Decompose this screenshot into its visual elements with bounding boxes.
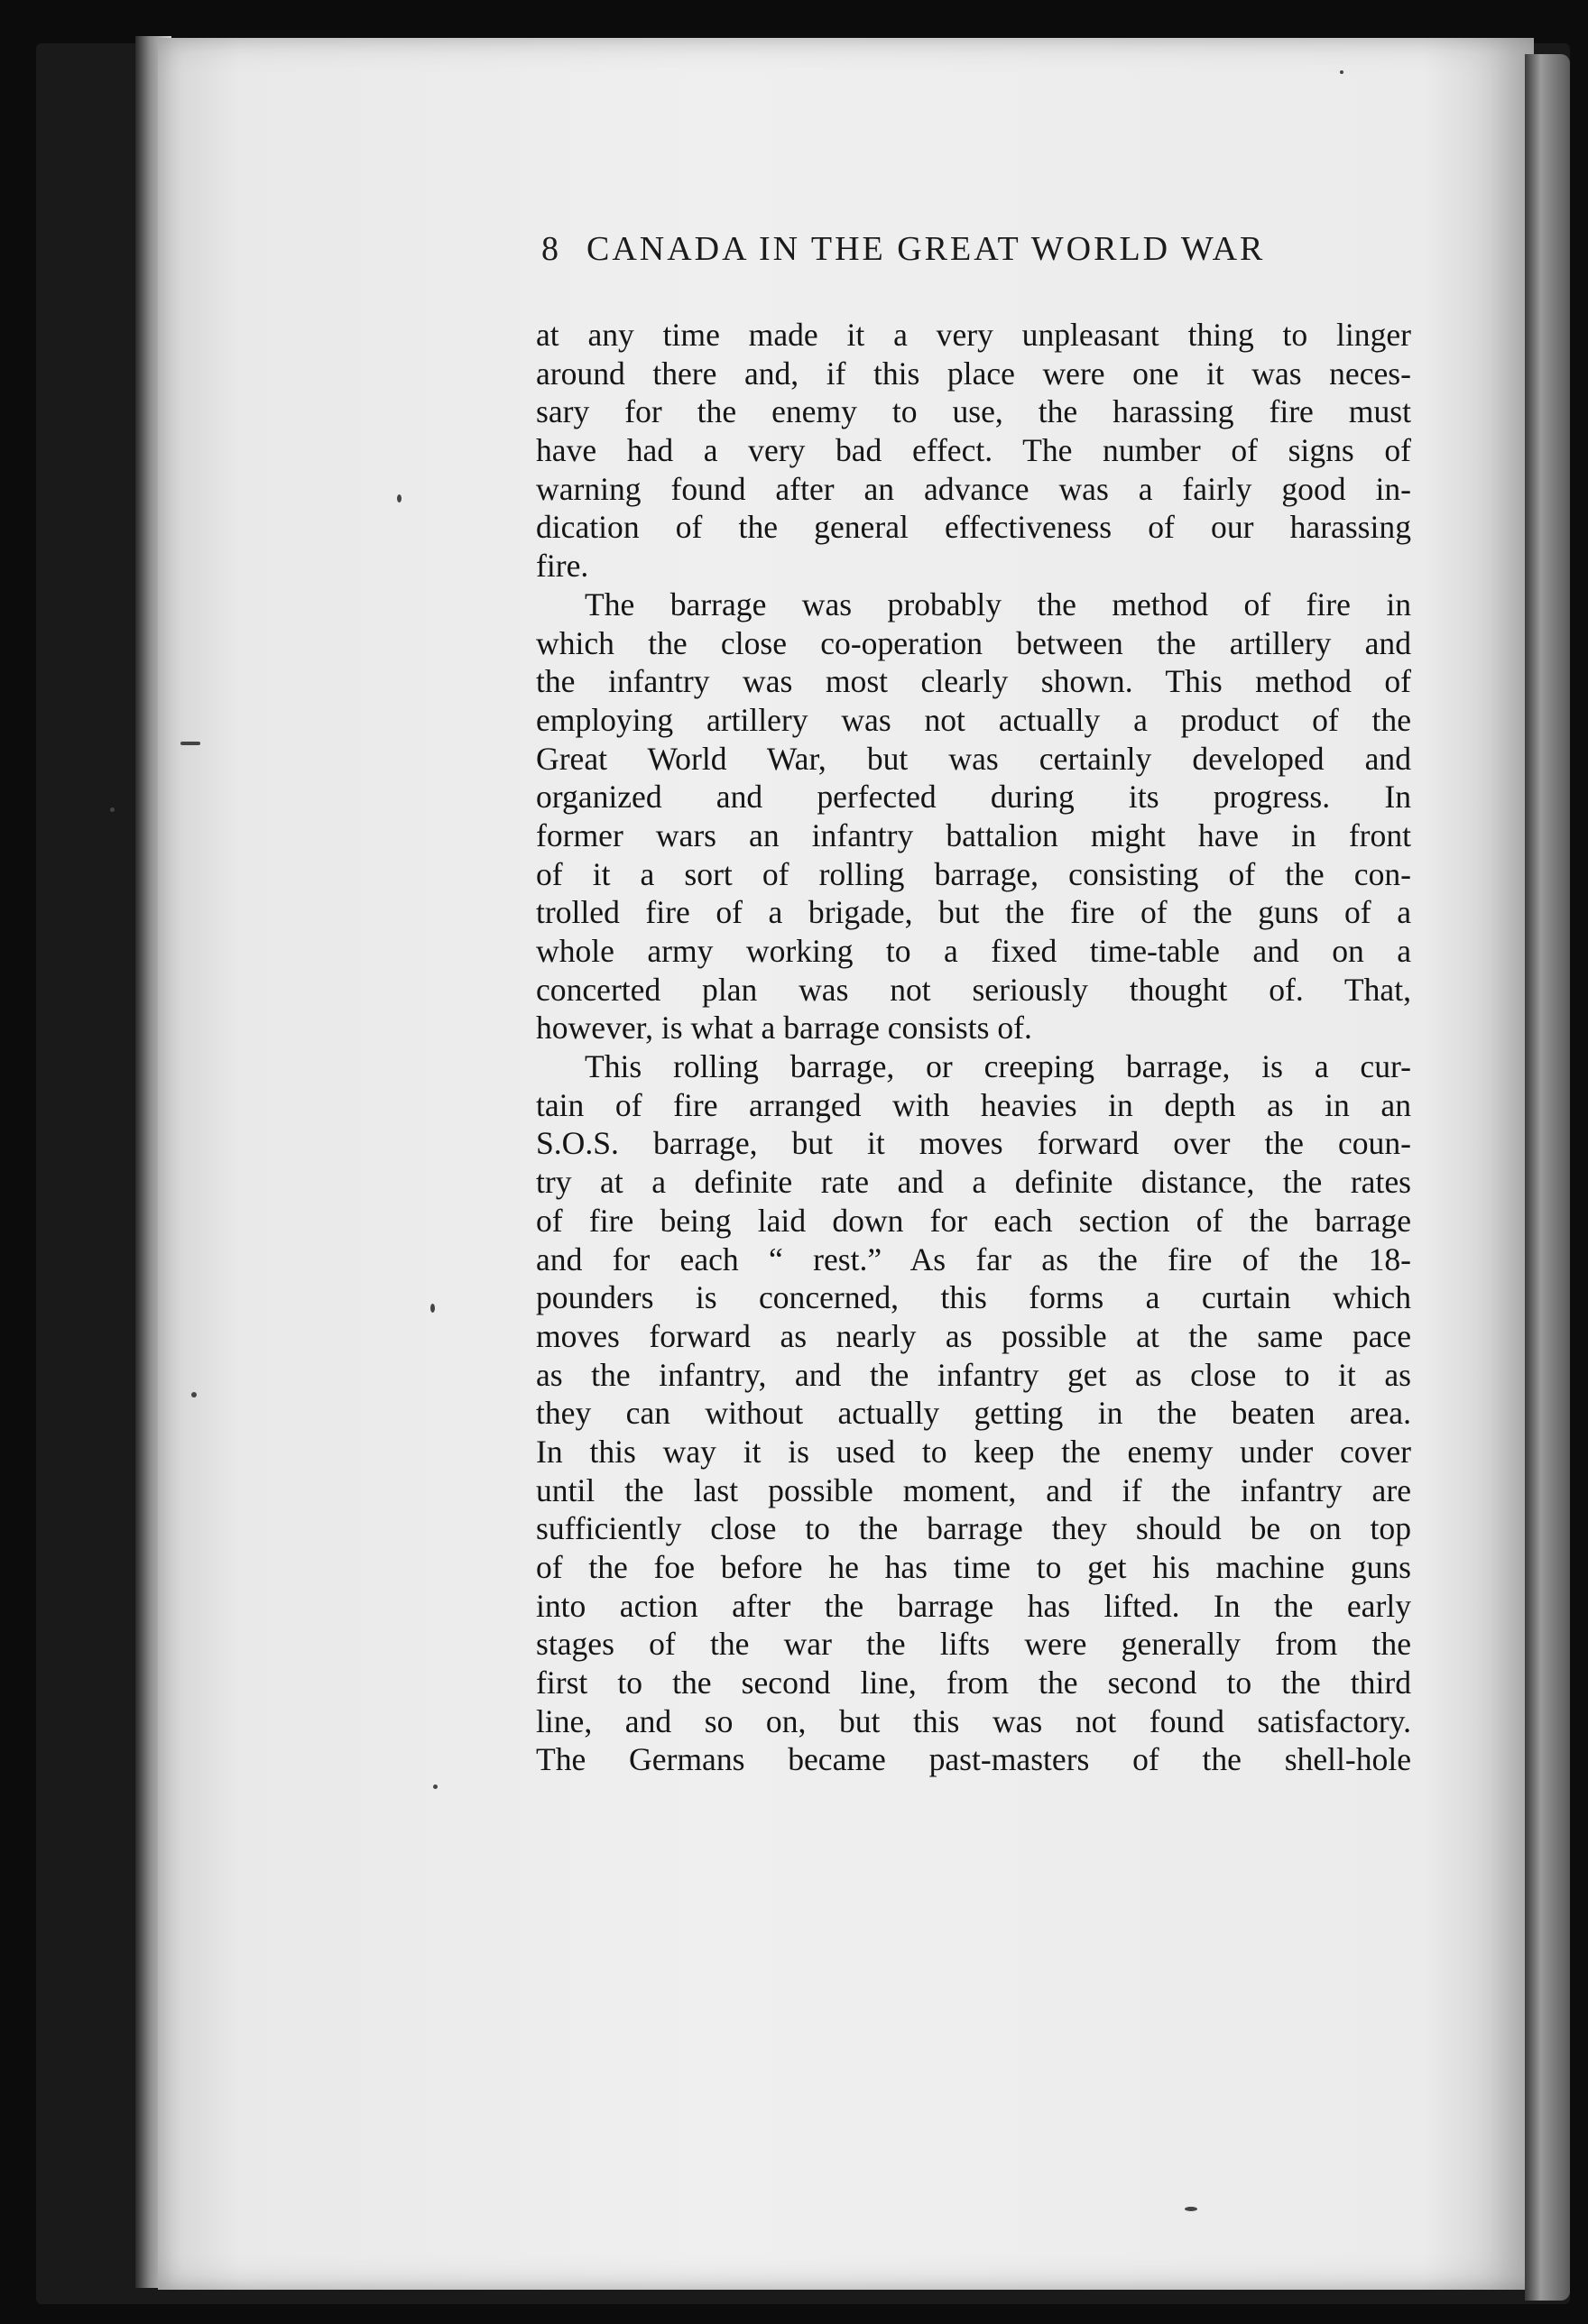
text-line: first to the second line, from the second to the third [536, 1665, 1411, 1702]
text-line: In this way it is used to keep the enemy under cover [536, 1433, 1411, 1470]
text-line: The barrage was probably the method of fire in [585, 586, 1411, 622]
text-line: sufficiently close to the barrage they should be on top [536, 1510, 1411, 1547]
text-line: tain of fire arranged with heavies in depth as in an [536, 1086, 1411, 1123]
text-line: dication of the general effectiveness of our harassing [536, 509, 1411, 546]
text-line: organized and perfected during its progress. In [536, 779, 1411, 816]
text-line: at any time made it a very unpleasant thing to linger [536, 317, 1411, 353]
text-line: of the foe before he has time to get his machine guns [536, 1549, 1411, 1585]
text-line: which the close co-operation between the artillery and [536, 624, 1411, 661]
text-line: fire. [536, 548, 589, 585]
text-line: around there and, if this place were one it was neces- [536, 355, 1411, 392]
scan-speck [1340, 70, 1343, 74]
text-line: stages of the war the lifts were generally from the [536, 1626, 1411, 1663]
scan-speck [397, 494, 402, 503]
scan-speck [1185, 2207, 1197, 2211]
text-line: and for each “ rest.” As far as the fire of the 18- [536, 1240, 1411, 1277]
text-line: trolled fire of a brigade, but the fire of the guns of a [536, 894, 1411, 931]
scan-speck [191, 1392, 197, 1397]
text-line: pounders is concerned, this forms a curtain which [536, 1279, 1411, 1316]
text-line: moves forward as nearly as possible at the same pace [536, 1317, 1411, 1354]
running-header [541, 229, 1390, 283]
text-line: employing artillery was not actually a product of the [536, 701, 1411, 738]
text-line: of it a sort of rolling barrage, consisting of the con- [536, 855, 1411, 892]
text-line: of fire being laid down for each section of the barrage [536, 1202, 1411, 1239]
text-line: have had a very bad effect. The number of signs of [536, 432, 1411, 469]
text-line: whole army working to a fixed time-table and on a [536, 933, 1411, 969]
scan-speck [180, 742, 200, 745]
text-line: sary for the enemy to use, the harassing fire must [536, 393, 1411, 430]
text-line: S.O.S. barrage, but it moves forward over the coun- [536, 1125, 1411, 1162]
text-line: the infantry was most clearly shown. This method of [536, 663, 1411, 700]
scan-speck [110, 807, 115, 812]
scan-speck [433, 1784, 438, 1789]
text-line: as the infantry, and the infantry get as close to it as [536, 1356, 1411, 1393]
text-line: try at a definite rate and a definite distance, the rates [536, 1164, 1411, 1201]
text-line: until the last possible moment, and if the infantry are [536, 1471, 1411, 1508]
body-text [536, 316, 1411, 1779]
text-line: however, is what a barrage consists of. [536, 1010, 1032, 1047]
page-edge-shadow [1525, 54, 1570, 2301]
text-line: former wars an infantry battalion might have in front [536, 816, 1411, 853]
text-line: The Germans became past-masters of the shell-hole [536, 1741, 1411, 1778]
text-line: they can without actually getting in the beaten area. [536, 1395, 1411, 1432]
running-title: CANADA IN THE GREAT WORLD WAR [586, 230, 1266, 268]
text-line: warning found after an advance was a fairly good in- [536, 470, 1411, 507]
text-line: into action after the barrage has lifted. In the early [536, 1587, 1411, 1624]
text-line: line, and so on, but this was not found satisfactory. [536, 1702, 1411, 1739]
text-line: concerted plan was not seriously thought of. That, [536, 971, 1411, 1008]
text-line: This rolling barrage, or creeping barrage, is a cur- [585, 1048, 1411, 1085]
page-number: 8 [541, 230, 561, 268]
scan-speck [430, 1304, 435, 1313]
text-line: Great World War, but was certainly developed and [536, 740, 1411, 777]
